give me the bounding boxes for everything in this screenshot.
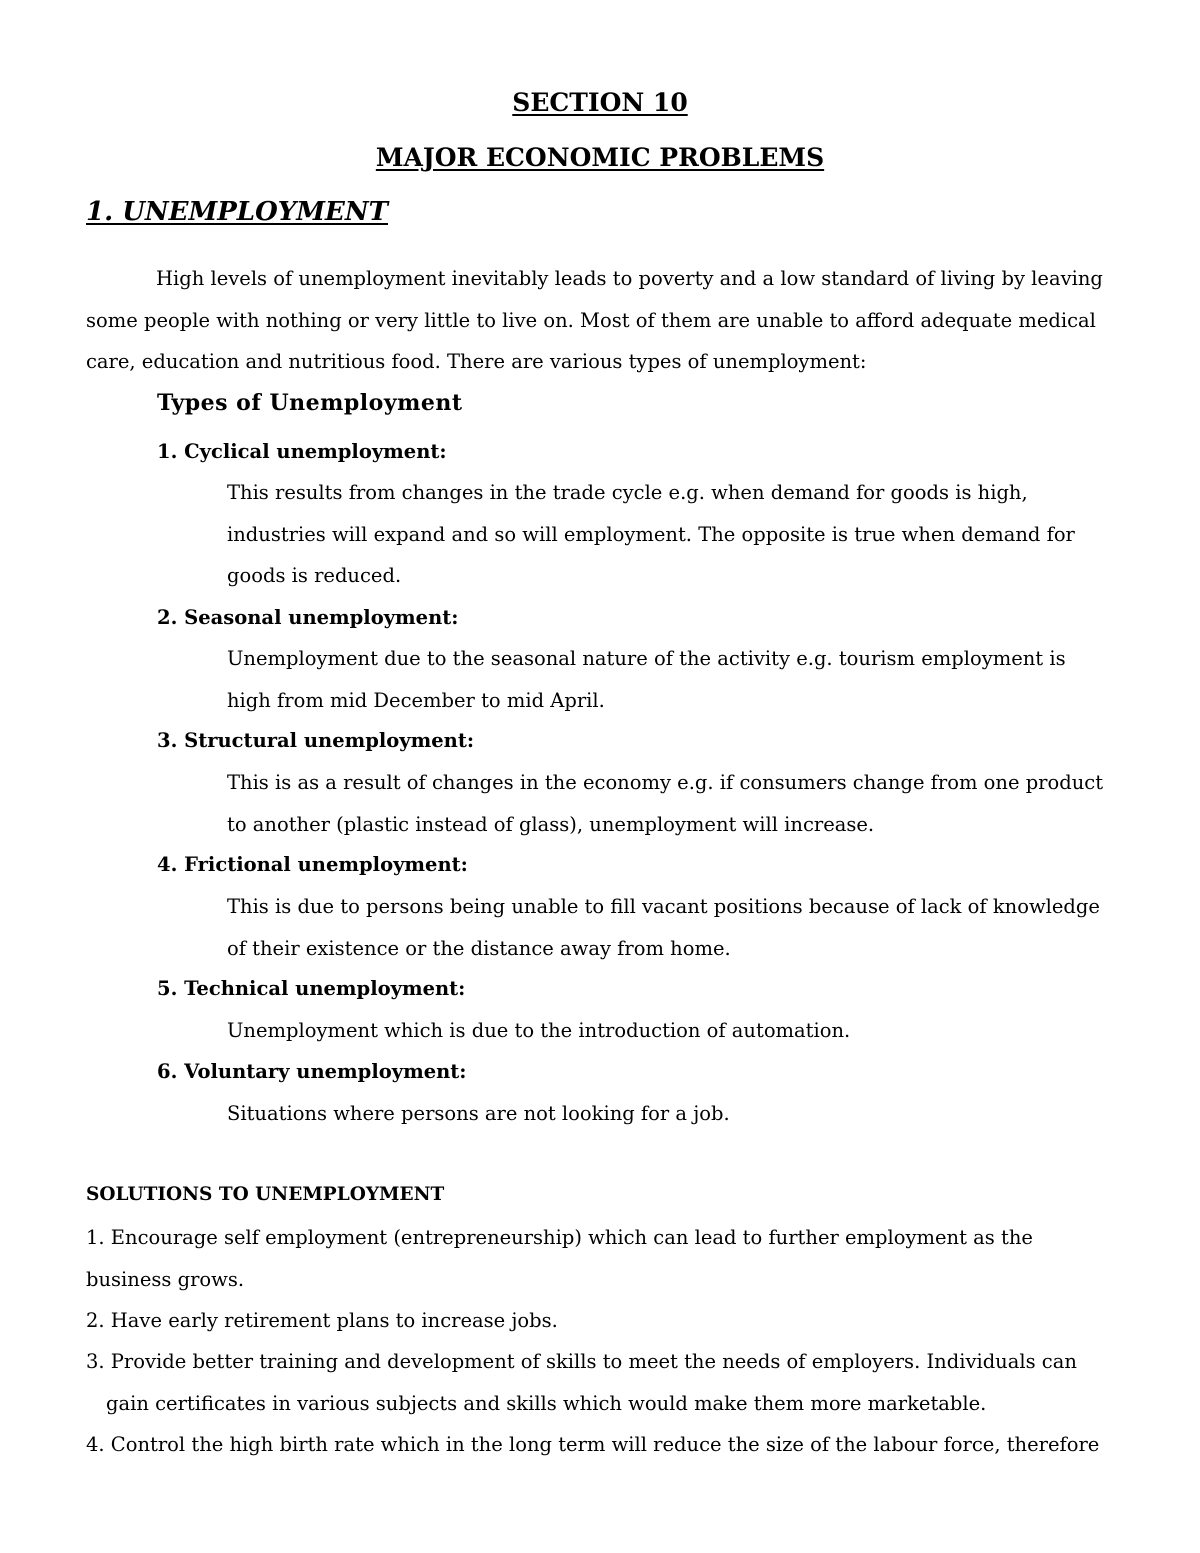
solution-line: 2. Have early retirement plans to increase jobs. xyxy=(86,1309,558,1332)
section-title: SECTION 10 xyxy=(512,88,688,117)
type-title-voluntary: 6. Voluntary unemployment: xyxy=(157,1060,467,1083)
type-description-frictional xyxy=(227,886,1100,969)
type-description-line: Unemployment which is due to the introduction of automation. xyxy=(227,1019,851,1042)
type-description-voluntary xyxy=(227,1093,730,1135)
solution-item xyxy=(86,1341,1077,1424)
type-description-cyclical xyxy=(227,472,1075,597)
type-description-line: goods is reduced. xyxy=(227,564,402,587)
type-description-line: This is due to persons being unable to fill vacant positions because of lack of knowledge xyxy=(227,895,1100,918)
type-title-cyclical: 1. Cyclical unemployment: xyxy=(157,440,447,463)
type-description-line: high from mid December to mid April. xyxy=(227,688,605,712)
type-description-technical xyxy=(227,1010,850,1052)
solution-line: 3. Provide better training and development of skills to meet the needs of employers. Individuals can xyxy=(86,1350,1077,1373)
solutions-heading: SOLUTIONS TO UNEMPLOYMENT xyxy=(86,1184,445,1205)
type-description-line: of their existence or the distance away from home. xyxy=(227,936,731,960)
type-description-structural xyxy=(227,762,1103,845)
type-description-line: This results from changes in the trade cycle e.g. when demand for goods is high, xyxy=(227,481,1028,504)
solution-line: business grows. xyxy=(86,1267,245,1291)
solution-line: 4. Control the high birth rate which in the long term will reduce the size of the labour force, therefore xyxy=(86,1433,1100,1456)
solution-line: gain certificates in various subjects and skills which would make them more marketable. xyxy=(106,1391,987,1415)
solution-item xyxy=(86,1300,558,1342)
type-description-line: industries will expand and so will employment. The opposite is true when demand for xyxy=(227,522,1075,546)
type-title-structural: 3. Structural unemployment: xyxy=(157,729,475,752)
types-heading: Types of Unemployment xyxy=(157,390,463,416)
type-description-line: Situations where persons are not looking for a job. xyxy=(227,1102,730,1125)
type-description-seasonal xyxy=(227,638,1066,721)
type-title-seasonal: 2. Seasonal unemployment: xyxy=(157,606,459,629)
type-title-technical: 5. Technical unemployment: xyxy=(157,977,466,1000)
solution-line: 1. Encourage self employment (entrepreneurship) which can lead to further employment as the xyxy=(86,1226,1033,1249)
solution-item xyxy=(86,1217,1033,1300)
type-title-frictional: 4. Frictional unemployment: xyxy=(157,853,468,876)
intro-line: some people with nothing or very little to live on. Most of them are unable to afford adequate medical xyxy=(86,308,1096,332)
type-description-line: This is as a result of changes in the economy e.g. if consumers change from one product xyxy=(227,771,1104,794)
heading-unemployment: 1. UNEMPLOYMENT xyxy=(86,197,388,227)
type-description-line: to another (plastic instead of glass), unemployment will increase. xyxy=(227,812,875,836)
solution-item xyxy=(86,1424,1099,1466)
intro-paragraph xyxy=(86,258,1121,383)
intro-line: High levels of unemployment inevitably leads to poverty and a low standard of living by leaving xyxy=(156,267,1103,290)
intro-line: care, education and nutritious food. There are various types of unemployment: xyxy=(86,350,867,373)
major-title: MAJOR ECONOMIC PROBLEMS xyxy=(375,143,825,172)
type-description-line: Unemployment due to the seasonal nature of the activity e.g. tourism employment is xyxy=(227,647,1066,670)
